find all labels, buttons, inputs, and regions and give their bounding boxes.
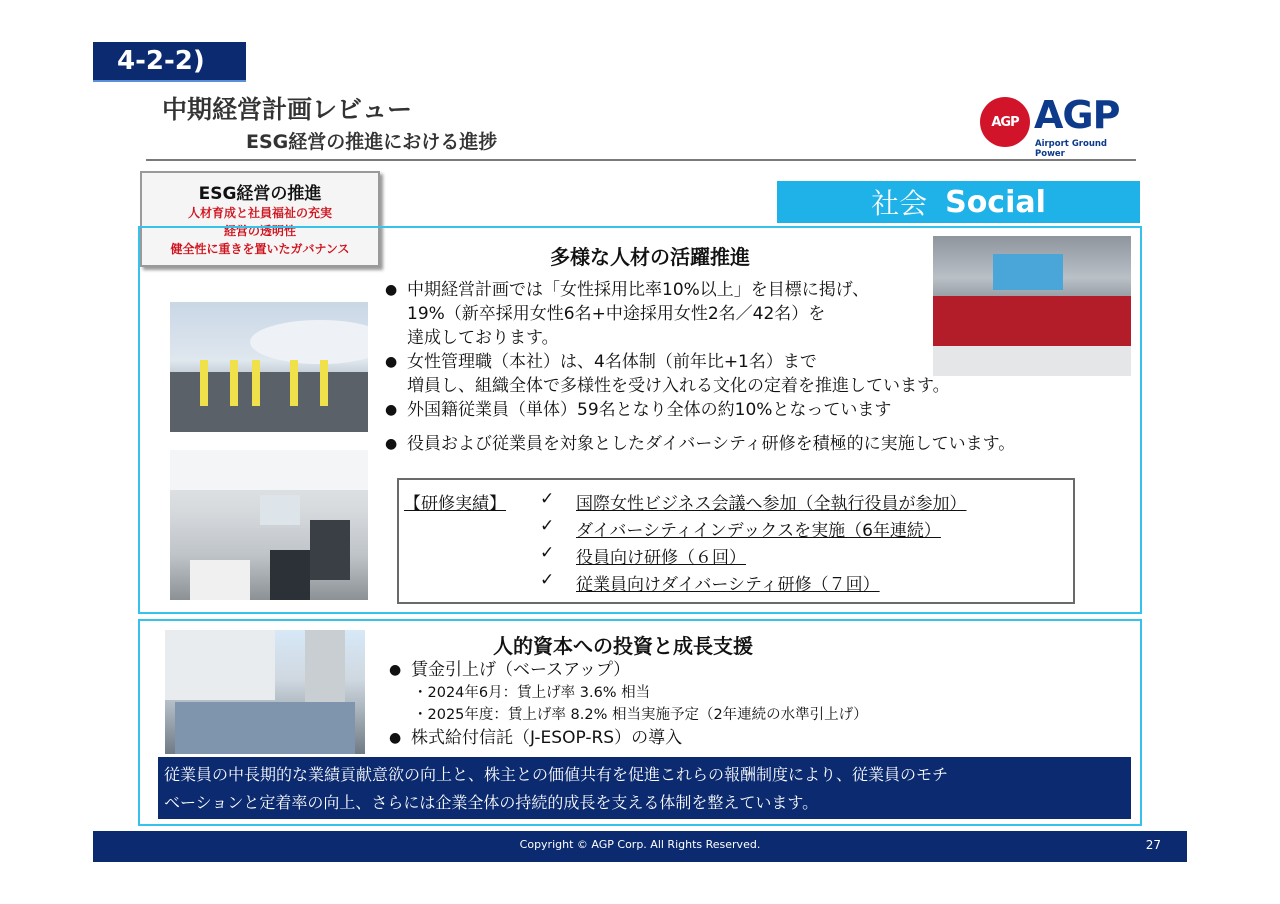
list-item: [385, 350, 1075, 398]
bullet-text: 外国籍従業員（単体）59名となり全体の約10%となっています: [407, 400, 892, 420]
bullet-icon: ●: [389, 662, 402, 678]
page-subtitle: ESG経営の推進における進捗: [246, 131, 498, 153]
bullet-text: 達成しております。: [407, 328, 559, 348]
training-item-text: ダイバーシティインデックスを実施（6年連続）: [576, 521, 941, 541]
social-banner: [777, 181, 1140, 223]
footer: [93, 831, 1187, 862]
summary-line: 従業員の中長期的な業績貢献意欲の向上と、株主との価値共有を促進これらの報酬制度により、従業員のモチ: [164, 765, 949, 784]
bullet-text: 19%（新卒採用女性6名+中途採用女性2名／42名）を: [407, 304, 826, 324]
bullet-icon: ●: [385, 402, 398, 418]
capital-item-text: 株式給付信託（J-ESOP-RS）の導入: [411, 728, 683, 748]
esg-box-line: 人材育成と社員福祉の充実: [187, 206, 332, 220]
bullet-icon: ●: [385, 282, 398, 298]
capital-sub-item: ・2025年度：賃上げ率 8.2% 相当実施予定（2年連続の水準引上げ）: [413, 707, 868, 723]
training-item-text: 従業員向けダイバーシティ研修（７回）: [576, 575, 880, 595]
esg-box-line: 健全性に重きを置いたガバナンス: [170, 242, 350, 256]
training-item: [540, 570, 880, 595]
human-capital-list: [389, 658, 1129, 750]
capital-item-text: 賃金引上げ（ベースアップ）: [411, 660, 631, 680]
check-icon: ✓: [540, 570, 555, 590]
page-title: 中期経営計画レビュー: [162, 95, 413, 124]
list-item: [385, 278, 1075, 350]
agp-logo: [978, 93, 1138, 159]
esg-box-title: ESG経営の推進: [198, 184, 322, 204]
bullet-icon: ●: [385, 354, 398, 370]
airport-staff-photo: [170, 302, 368, 432]
header-divider: [146, 159, 1136, 161]
summary-line: ベーションと定着率の向上、さらには企業全体の持続的成長を支える体制を整えています。: [164, 793, 819, 812]
list-item: [385, 398, 1075, 422]
agp-logo-mark: AGP: [980, 97, 1030, 147]
section-number-tag: 4-2-2): [93, 42, 246, 82]
bullet-text: 女性管理職（本社）は、4名体制（前年比+1名）まで: [407, 352, 817, 372]
check-icon: ✓: [540, 543, 555, 563]
training-session-photo: [170, 450, 368, 600]
agp-logo-word: AGP: [1034, 93, 1120, 137]
list-item: [389, 726, 1129, 750]
copyright-text: Copyright © AGP Corp. All Rights Reserved.: [519, 838, 761, 851]
list-item: [385, 432, 1075, 456]
summary-band: [158, 757, 1131, 819]
diversity-bullet-list: [385, 278, 1075, 456]
diversity-heading: 多様な人材の活躍推進: [550, 245, 750, 269]
bullet-text: 増員し、組織全体で多様性を受け入れる文化の定着を推進しています。: [407, 376, 950, 396]
training-results-label: 【研修実績】: [404, 494, 506, 514]
human-capital-heading: 人的資本への投資と成長支援: [493, 634, 753, 658]
training-item: [540, 543, 746, 568]
bullet-icon: ●: [385, 436, 398, 452]
training-item-text: 役員向け研修（６回）: [576, 548, 746, 568]
social-label-en: Social: [945, 184, 1046, 220]
capital-sub-item: ・2024年6月：賃上げ率 3.6% 相当: [413, 685, 651, 701]
check-icon: ✓: [540, 516, 555, 536]
list-item: [389, 658, 1129, 682]
agp-logo-tagline: Airport Ground Power: [1035, 139, 1108, 159]
check-icon: ✓: [540, 489, 555, 509]
page-number: 27: [1145, 838, 1161, 852]
esg-box-line: 経営の透明性: [223, 224, 296, 238]
training-item: [540, 516, 941, 541]
training-item: [540, 489, 967, 514]
bullet-text: 中期経営計画では「女性採用比率10%以上」を目標に掲げ、: [407, 280, 870, 300]
bullet-text: 役員および従業員を対象としたダイバーシティ研修を積極的に実施しています。: [407, 434, 1016, 454]
bullet-icon: ●: [389, 730, 402, 746]
training-item-text: 国際女性ビジネス会議へ参加（全執行役員が参加）: [576, 494, 967, 514]
social-label-jp: 社会: [871, 187, 928, 220]
staff-group-photo: [165, 630, 365, 754]
